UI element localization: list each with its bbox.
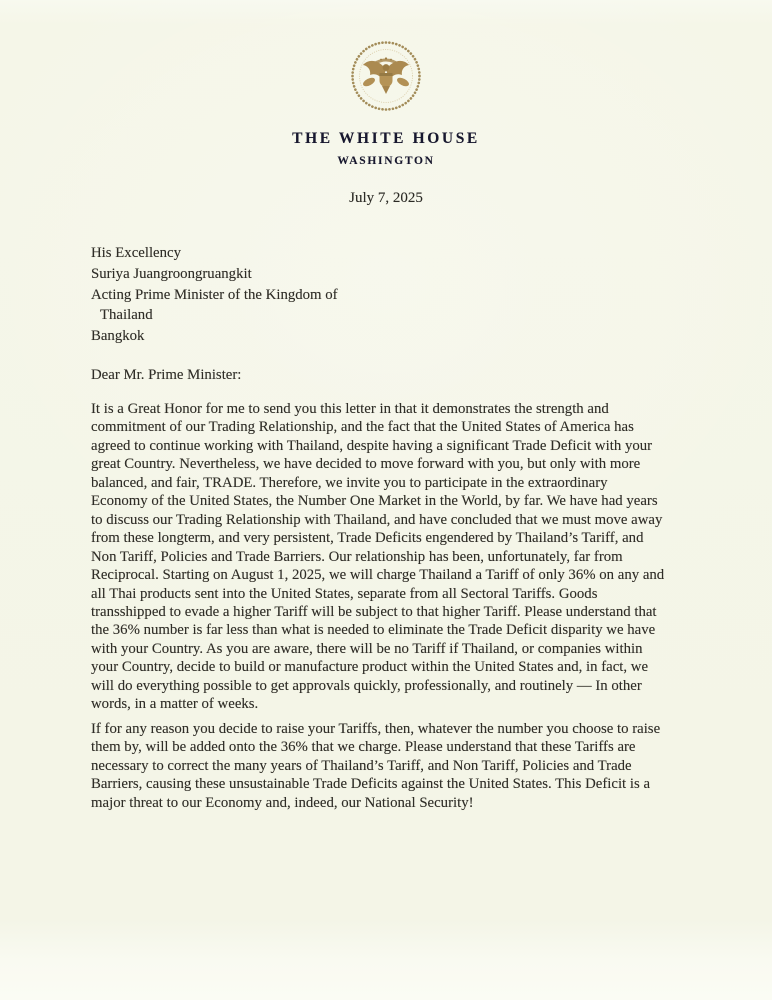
text-line: agreed to continue working with Thailand, despite having a significant Trade Deficit with your bbox=[91, 437, 653, 454]
text-line: balanced, and fair, TRADE. Therefore, we invite you to participate in the extraordinary bbox=[91, 474, 608, 491]
text-line: will do everything possible to get approvals quickly, professionally, and routinely — In other bbox=[91, 677, 642, 694]
text-line: commitment of our Trading Relationship, and the fact that the United States of America has bbox=[91, 419, 634, 436]
text-line: major threat to our Economy and, indeed, our National Security! bbox=[91, 794, 474, 811]
letterhead-subtitle: WASHINGTON bbox=[337, 155, 435, 167]
text-line: necessary to correct the many years of Thailand’s Tariff, and Non Tariff, Policies and Trade bbox=[91, 757, 632, 774]
text-line: to discuss our Trading Relationship with Thailand, and have concluded that we must move away bbox=[91, 511, 663, 528]
text-line: great Country. Nevertheless, we have decided to move forward with you, but only with more bbox=[91, 456, 641, 473]
text-line: from these longterm, and very persistent, Trade Deficits engendered by Thailand’s Tariff, and bbox=[91, 530, 644, 547]
letter-date: July 7, 2025 bbox=[349, 190, 423, 206]
text-line: If for any reason you decide to raise your Tariffs, then, whatever the number you choose to raise bbox=[91, 721, 661, 737]
text-line: Reciprocal. Starting on August 1, 2025, we will charge Thailand a Tariff of only 36% on any and bbox=[91, 567, 665, 584]
body-paragraph-2 bbox=[91, 720, 660, 812]
recipient-address bbox=[91, 243, 338, 347]
letterhead-title: THE WHITE HOUSE bbox=[292, 130, 480, 147]
text-line: Thailand bbox=[100, 307, 153, 324]
body-paragraph-1 bbox=[91, 400, 664, 714]
text-line: the 36% number is far less than what is needed to eliminate the Trade Deficit disparity we have bbox=[91, 622, 656, 639]
text-line: It is a Great Honor for me to send you this letter in that it demonstrates the strength and bbox=[91, 401, 609, 417]
text-line: Acting Prime Minister of the Kingdom of bbox=[91, 286, 338, 303]
text-line: them by, will be added onto the 36% that we charge. Please understand that these Tariffs are bbox=[91, 739, 636, 756]
text-line: Suriya Juangroongruangkit bbox=[91, 265, 252, 282]
text-line: Economy of the United States, the Number One Market in the World, by far. We have had years bbox=[91, 493, 658, 510]
text-line: Non Tariff, Policies and Trade Barriers. Our relationship has been, unfortunately, far from bbox=[91, 548, 623, 565]
text-line: Bangkok bbox=[91, 328, 145, 345]
text-line: all Thai products sent into the United States, separate from all Sectoral Tariffs. Goods bbox=[91, 585, 598, 602]
text-line: with your Country. As you are aware, there will be no Tariff if Thailand, or companies within bbox=[91, 640, 643, 657]
text-line: transshipped to evade a higher Tariff will be subject to that higher Tariff. Please understand that bbox=[91, 603, 657, 620]
text-line: Barriers, causing these unsustainable Trade Deficits against the United States. This Deficit is a bbox=[91, 776, 651, 793]
text-line: your Country, decide to build or manufacture product within the United States and, in fact, we bbox=[91, 659, 649, 676]
salutation: Dear Mr. Prime Minister: bbox=[91, 367, 242, 383]
text-line: His Excellency bbox=[91, 245, 181, 261]
presidential-seal-icon bbox=[349, 40, 423, 112]
text-line: words, in a matter of weeks. bbox=[91, 696, 259, 713]
